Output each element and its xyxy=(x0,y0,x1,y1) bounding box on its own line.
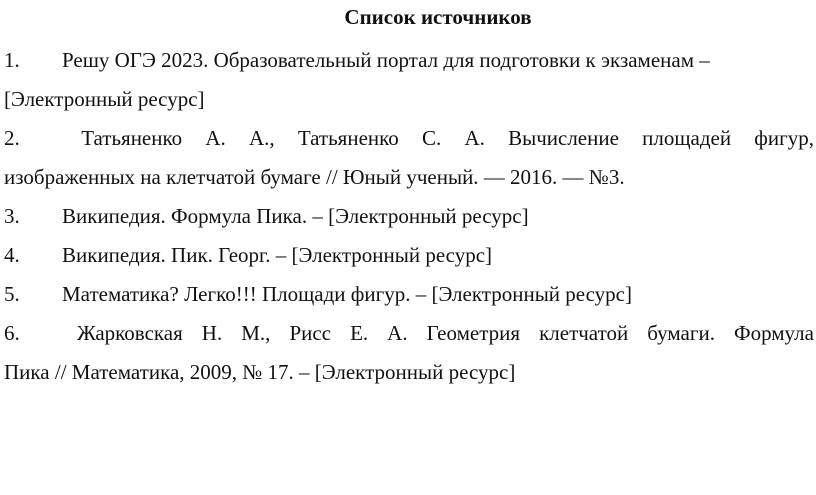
list-item-line xyxy=(4,80,814,119)
page-title: Список источников xyxy=(344,5,532,29)
list-item-word: Жарковская xyxy=(77,321,183,345)
list-item-line xyxy=(4,275,814,314)
list-item-number: 4. xyxy=(4,243,20,267)
list-item-6 xyxy=(4,314,814,392)
list-item-line xyxy=(4,314,814,353)
list-item-number: 6. xyxy=(4,321,20,345)
list-item-word: Вычисление xyxy=(508,126,619,150)
list-item-line xyxy=(4,197,814,236)
list-item-word: Татьяненко xyxy=(297,126,399,150)
list-item-word: Геометрия xyxy=(426,321,521,345)
list-item-2 xyxy=(4,119,814,197)
list-item-1 xyxy=(4,41,814,119)
list-item-text: Пика // Математика, 2009, № 17. – [Электронный ресурс] xyxy=(4,360,516,384)
list-item-line xyxy=(4,119,814,158)
list-item-line xyxy=(4,41,814,80)
list-item-text: [Электронный ресурс] xyxy=(4,87,205,111)
list-item-line xyxy=(4,236,814,275)
list-item-number: 2. xyxy=(4,126,20,150)
list-item-word: Е. xyxy=(350,321,369,345)
list-item-word: А. xyxy=(205,126,226,150)
list-item-word: А., xyxy=(248,126,275,150)
list-item-word: Н. xyxy=(201,321,223,345)
list-item-word: фигур, xyxy=(754,126,814,150)
list-item-word: клетчатой xyxy=(539,321,629,345)
list-item-word: С. xyxy=(421,126,442,150)
list-item-word: А. xyxy=(464,126,485,150)
list-item-line xyxy=(4,353,814,392)
list-item-word: площадей xyxy=(642,126,732,150)
list-item-number: 3. xyxy=(4,204,20,228)
list-item-5 xyxy=(4,275,814,314)
list-item-text: Математика? Легко!!! Площади фигур. – [Электронный ресурс] xyxy=(62,282,632,306)
list-item-text: изображенных на клетчатой бумаге // Юный ученый. — 2016. — №3. xyxy=(4,165,625,189)
list-item-text: Википедия. Формула Пика. – [Электронный ресурс] xyxy=(62,204,529,228)
list-item-word: бумаги. xyxy=(647,321,715,345)
list-item-3 xyxy=(4,197,814,236)
list-item-word: Татьяненко xyxy=(81,126,183,150)
list-item-number: 1. xyxy=(4,48,20,72)
sources-list xyxy=(4,41,814,392)
list-item-word: Рисс xyxy=(289,321,332,345)
list-item-word: М., xyxy=(241,321,271,345)
list-item-line xyxy=(4,158,814,197)
list-item-text: Википедия. Пик. Георг. – [Электронный ресурс] xyxy=(62,243,493,267)
list-item-text: Решу ОГЭ 2023. Образовательный портал для подготовки к экзаменам – xyxy=(62,48,710,72)
list-item-number: 5. xyxy=(4,282,20,306)
list-item-word: А. xyxy=(387,321,408,345)
list-item-word: Формула xyxy=(733,321,814,345)
list-item-4 xyxy=(4,236,814,275)
